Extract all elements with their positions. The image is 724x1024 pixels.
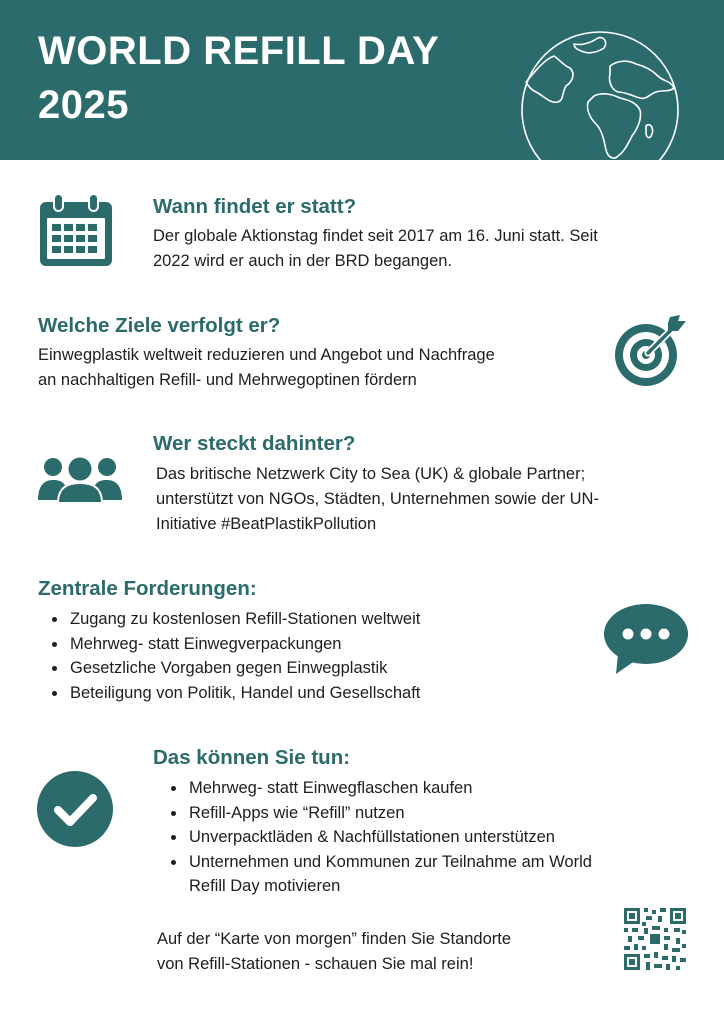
when-text-line-2: 2022 wird er auch in der BRD begangen. [153,252,453,270]
actions-heading: Das können Sie tun: [153,746,351,769]
who-text-line-2: unterstützt von NGOs, Städten, Unternehmen sowie der UN- [156,490,599,508]
speech-bubble-icon [602,602,690,674]
actions-list [157,776,724,899]
when-heading: Wann findet er statt? [153,195,357,218]
page-title [38,24,439,132]
goals-text-line-1: Einwegplastik weltweit reduzieren und Angebot und Nachfrage [38,346,495,364]
globe-icon [514,30,686,190]
action-item-line-2: Refill Day motivieren [189,877,341,895]
who-heading: Wer steckt dahinter? [153,432,356,455]
demand-item: • Beteiligung von Politik, Handel und Gesellschaft [68,681,608,706]
demand-item: • Zugang zu kostenlosen Refill-Stationen weltweit [68,607,608,632]
title-line-1: WORLD REFILL DAY [38,29,440,73]
goals-text [38,343,598,393]
demand-item: • Gesetzliche Vorgaben gegen Einwegplastik [68,656,608,681]
calendar-icon [38,194,114,268]
map-note-line-2: von Refill-Stationen - schauen Sie mal rein! [157,955,474,973]
action-item: • Refill-Apps wie “Refill” nutzen [187,801,724,826]
when-text-line-1: Der globale Aktionstag findet seit 2017 am 16. Juni statt. Seit [153,227,598,245]
who-text [156,462,696,537]
map-note-line-1: Auf der “Karte von morgen” finden Sie Standorte [157,930,512,948]
target-icon [612,313,690,387]
demands-list [38,607,608,705]
action-item: • Mehrweg- statt Einwegflaschen kaufen [187,776,724,801]
who-text-line-3: Initiative #BeatPlastikPollution [156,515,377,533]
action-item: • Unverpacktläden & Nachfüllstationen unterstützen [187,825,724,850]
action-item [187,850,724,899]
checkmark-icon [36,770,114,848]
action-item-line-1: Unternehmen und Kommunen zur Teilnahme am World [189,852,592,871]
demand-item: • Mehrweg- statt Einwegverpackungen [68,632,608,657]
map-note [157,927,597,977]
goals-heading: Welche Ziele verfolgt er? [38,314,281,337]
goals-text-line-2: an nachhaltigen Refill- und Mehrwegoptinen fördern [38,371,417,389]
group-icon [36,456,124,504]
who-text-line-1: Das britische Netzwerk City to Sea (UK) & globale Partner; [156,465,586,483]
title-line-2: 2025 [38,83,129,127]
demands-heading: Zentrale Forderungen: [38,577,257,600]
qr-code-icon[interactable] [624,908,686,970]
when-text [153,224,693,274]
